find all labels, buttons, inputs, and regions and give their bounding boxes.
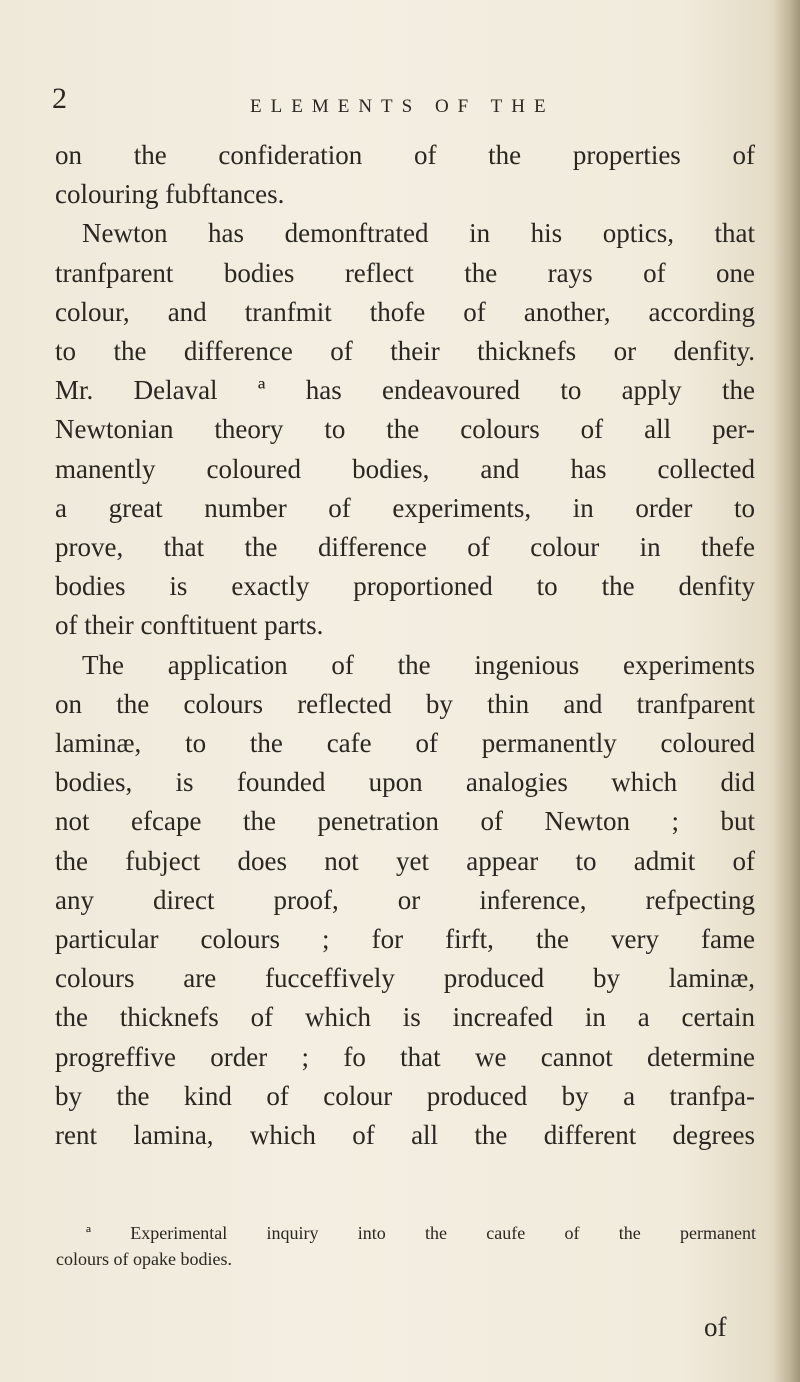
body-line: bodies, is founded upon analogies which did [55, 767, 755, 798]
body-line: bodies is exactly proportioned to the denfity [55, 571, 755, 602]
body-line: the thicknefs of which is increafed in a certain [55, 1002, 755, 1033]
body-line: progreffive order ; fo that we cannot determine [55, 1041, 755, 1072]
body-line: manently coloured bodies, and has collected [55, 453, 755, 484]
body-line: any direct proof, or inference, refpecting [55, 884, 755, 915]
footnote-line: ª Experimental inquiry into the caufe of the permanent [86, 1223, 756, 1243]
body-line: rent lamina, which of all the different degrees [55, 1120, 755, 1151]
footnote-line: colours of opake bodies. [56, 1249, 232, 1269]
page-edge-shadow [774, 0, 800, 1382]
body-line: by the kind of colour produced by a tranfpa- [55, 1080, 755, 1111]
page-number: 2 [52, 82, 67, 115]
body-line: Newton has demonftrated in his optics, that [82, 218, 755, 249]
body-line: tranfparent bodies reflect the rays of one [55, 257, 755, 288]
body-line: colour, and tranfmit thofe of another, according [55, 296, 755, 327]
body-line: the fubject does not yet appear to admit of [55, 845, 755, 876]
body-line: The application of the ingenious experiments [82, 649, 755, 680]
body-line: of their conftituent parts. [55, 610, 324, 641]
body-line: colours are fucceffively produced by laminæ, [55, 963, 755, 994]
body-line: to the difference of their thicknefs or denfity. [55, 336, 755, 367]
body-line: Newtonian theory to the colours of all per- [55, 414, 755, 445]
body-text [55, 136, 755, 1155]
catchword: of [704, 1312, 727, 1342]
body-line: laminæ, to the cafe of permanently coloured [55, 728, 755, 759]
footnote [56, 1220, 756, 1272]
body-line: on the confideration of the properties of [55, 140, 755, 170]
body-line: particular colours ; for firft, the very fame [55, 924, 755, 955]
body-line: Mr. Delaval ª has endeavoured to apply the [55, 375, 755, 406]
body-line: on the colours reflected by thin and tranfparent [55, 688, 755, 719]
running-head: ELEMENTS OF THE [250, 96, 555, 117]
body-line: prove, that the difference of colour in thefe [55, 532, 755, 563]
body-line: a great number of experiments, in order to [55, 492, 755, 523]
body-line: not efcape the penetration of Newton ; but [55, 806, 755, 837]
body-line: colouring fubftances. [55, 179, 285, 210]
